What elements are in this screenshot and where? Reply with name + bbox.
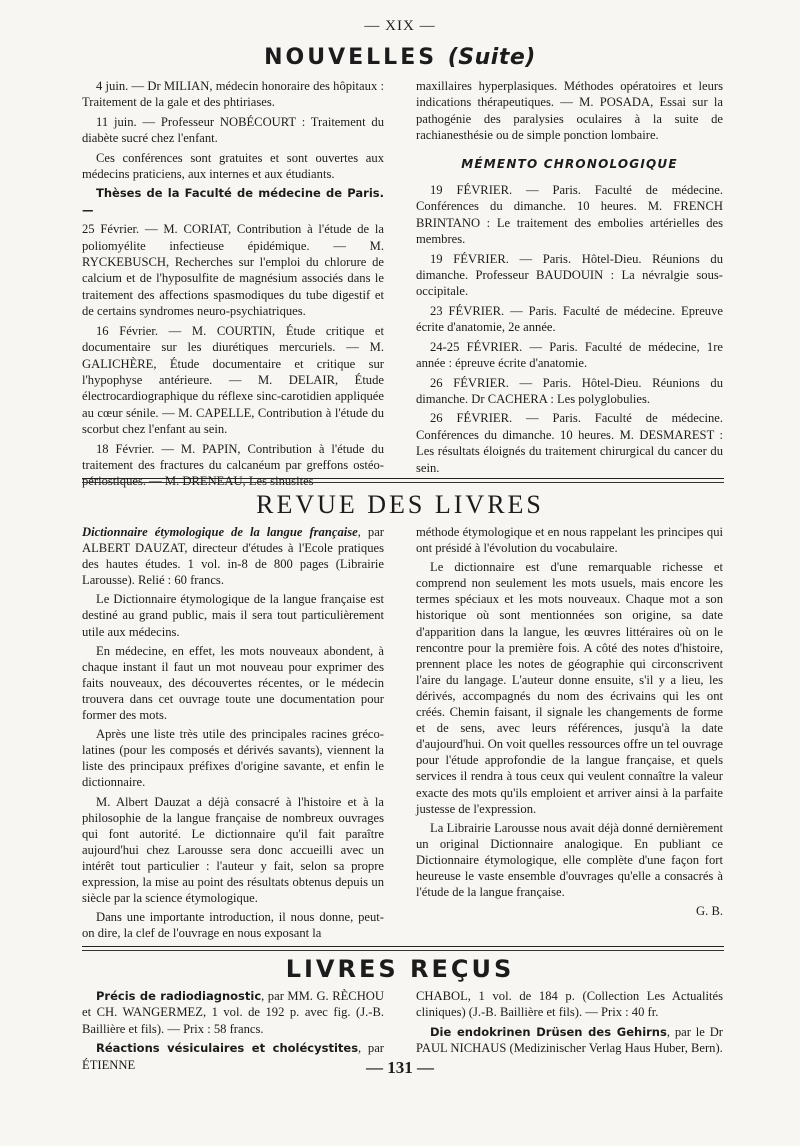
- nouvelles-paragraph: 4 juin. — Dr MILIAN, médecin honoraire des hôpitaux : Traitement de la gale et des phtiriases.: [82, 79, 384, 110]
- memento-item: 24-25 FÉVRIER. — Paris. Faculté de médecine, 1re année : épreuve écrite d'anatomie.: [416, 339, 723, 371]
- divider: [82, 482, 724, 483]
- book-entry: CHABOL, 1 vol. de 184 p. (Collection Les Actualités cliniques) (J.-B. Baillière et fils). — Prix : 40 fr.: [416, 989, 723, 1020]
- book-title: Dictionnaire étymologique de la langue française: [82, 525, 358, 539]
- review-paragraph: En médecine, en effet, les mots nouveaux abondent, à chaque instant il faut un mot nouveau pour exprimer des faits nouveaux, des découvertes récentes, or le médecin trouvera dans cet ouvrage toute une documentation pour former des mots.: [82, 643, 384, 723]
- nouvelles-suite: (Suite): [447, 45, 536, 70]
- divider: [82, 946, 724, 947]
- section-title-livres: LIVRES REÇUS: [285, 955, 515, 983]
- review-paragraph: M. Albert Dauzat a déjà consacré à l'histoire et à la philosophie de la langue française de nombreux ouvrages qui font autorité. Le dictionnaire qu'il fait paraître aujourd'hui chez Larousse sera donc accueilli avec un intérêt tout particulier : l'auteur y fait, selon sa propre expression, la mise au point des résultats obtenus depuis un siècle par la science étymologique.: [82, 794, 384, 906]
- review-signature: G. B.: [696, 904, 723, 919]
- memento-item: 26 FÉVRIER. — Paris. Hôtel-Dieu. Réunions du dimanche. Dr CACHERA : Les polyglobulies.: [416, 375, 723, 406]
- revue-left-column: [82, 524, 384, 944]
- nouvelles-paragraph: 25 Février. — M. CORIAT, Contribution à l'étude de la poliomyélite infectieuse épidémique. — M. RYCKEBUSCH, Recherches sur l'emploi du chlorure de calcium et de l'hyposulfite de magnésium associés dans le traitement des affections spasmodiques du tube digestif et de certains syndromes neuro-psychiatriques.: [82, 222, 384, 319]
- memento-item: 23 FÉVRIER. — Paris. Faculté de médecine. Epreuve écrite d'anatomie, 2e année.: [416, 303, 723, 335]
- book-entry: Die endokrinen Drüsen des Gehirns, par le Dr PAUL NICHAUS (Medizinischer Verlag Haus Huber, Bern).: [416, 1024, 723, 1056]
- review-paragraph: Après une liste très utile des principales racines gréco-latines (pour les composés et dérivés savants), viennent la liste des principaux préfixes d'origine savante, et enfin le dictionnaire.: [82, 727, 384, 790]
- memento-item: 19 FÉVRIER. — Paris. Hôtel-Dieu. Réunions du dimanche. Professeur BAUDOUIN : La névralgie sous-occipitale.: [416, 251, 723, 299]
- book-entry: Précis de radiodiagnostic, par MM. G. RÈCHOU et CH. WANGERMEZ, 1 vol. de 192 p. avec fig. (J.-B. Baillière et fils). — Prix : 58 francs.: [82, 989, 384, 1036]
- page-number: — 131 —: [366, 1058, 434, 1077]
- memento-item: 26 FÉVRIER. — Paris. Faculté de médecine. Conférences du dimanche. 10 heures. M. DESMAREST : Les résultats éloignés du traitement chirurgical du cancer du sein.: [416, 411, 723, 475]
- memento-title: MÉMENTO CHRONOLOGIQUE: [461, 156, 678, 171]
- section-title-revue: REVUE DES LIVRES: [256, 490, 544, 519]
- memento-item: 19 FÉVRIER. — Paris. Faculté de médecine. Conférences du dimanche. 10 heures. M. FRENCH BRINTANO : Le traitement des embolies artérielles des membres.: [416, 183, 723, 247]
- review-paragraph: Le Dictionnaire étymologique de la langue française est destiné au grand public, mais il sera tout particulièrement utile aux médecins.: [82, 592, 384, 639]
- review-paragraph: Dans une importante introduction, il nous donne, peut-on dire, la clef de l'ouvrage en nous exposant la: [82, 910, 384, 941]
- review-paragraph: La Librairie Larousse nous avait déjà donné dernièrement un original Dictionnaire analogique. En publiant ce Dictionnaire étymologique, elle complète d'une façon fort heureuse le vaste ensemble d'ouvrages qu'elle a consacrés à l'étude de la langue française.: [416, 820, 723, 900]
- page-roman-number: — XIX —: [364, 18, 436, 34]
- livres-right-column: [416, 988, 723, 1060]
- divider: [82, 950, 724, 951]
- nouvelles-title-text: NOUVELLES: [264, 45, 438, 70]
- revue-right-column: [416, 524, 723, 922]
- nouvelles-paragraph: 16 Février. — M. COURTIN, Étude critique et documentaire sur les diurétiques mercuriels. — M. GALICHÈRE, Étude documentaire et critique sur l'hypophyse antérieure. — M. DELAIR, Étude électrocardiographique du réflexe sinc-carotidien appliquée au cœur sénile. — M. CAPELLE, Contribution à l'étude du scorbut chez l'enfant au sein.: [82, 323, 384, 437]
- section-title-nouvelles: [0, 45, 800, 70]
- review-paragraph: Le dictionnaire est d'une remarquable richesse et comprend non seulement les mots usuels, mais encore les termes spéciaux et les mots nouveaux. Chaque mot a son historique où sont mentionnées son origine, sa date d'apparition dans la langue, les œuvres littéraires où on le rencontre pour la première fois. A côté des notes d'histoire, prennent place les notes de géographie qui circonscrivent l'aire du langage. L'auteur donne ensuite, s'il y a lieu, les dérivés, accompagnés du nom des écrivains qui les ont créés. Chemin faisant, il signale les changements de forme et de sens, avec leurs références, jusqu'à la date d'aujourd'hui. On voit quelles ressources offre un tel ouvrage pour l'étude approfondie de la langue française, et quels services il rendra à tous ceux qui veulent connaître la valeur exacte des mots qu'ils emploient et arriver ainsi à la parfaite justesse de l'expression.: [416, 560, 723, 816]
- nouvelles-paragraph: 18 Février. — M. PAPIN, Contribution à l'étude du traitement des fractures du calcanéum par greffons ostéo-périostiques. — M. DRENEAU, Les sinusites: [82, 441, 384, 489]
- book-entry: Réactions vésiculaires et cholécystites, par ÉTIENNE: [82, 1041, 384, 1072]
- theses-heading: Thèses de la Faculté de médecine de Paris. —: [82, 186, 384, 217]
- review-paragraph: méthode étymologique et en nous rappelant les principes qui ont présidé à l'évolution du vocabulaire.: [416, 525, 723, 556]
- nouvelles-paragraph: 11 juin. — Professeur NOBÉCOURT : Traitement du diabète sucré chez l'enfant.: [82, 114, 384, 146]
- divider: [82, 478, 724, 479]
- nouvelles-left-column: [82, 78, 384, 493]
- book-review-intro: Dictionnaire étymologique de la langue française, par ALBERT DAUZAT, directeur d'études à l'Ecole pratiques des hautes études. 1 vol. in-8 de 800 pages (Librairie Larousse). Relié : 60 francs.: [82, 525, 384, 588]
- nouvelles-paragraph: Ces conférences sont gratuites et sont ouvertes aux médecins praticiens, aux internes et aux étudiants.: [82, 150, 384, 182]
- nouvelles-right-column: [416, 78, 723, 479]
- nouvelles-paragraph: maxillaires hyperplasiques. Méthodes opératoires et leurs indications thérapeutiques. — M. POSADA, Essai sur la pathogénie des paralysies oculaires à la suite de rachianesthésie ou de simple ponction lombaire.: [416, 79, 723, 143]
